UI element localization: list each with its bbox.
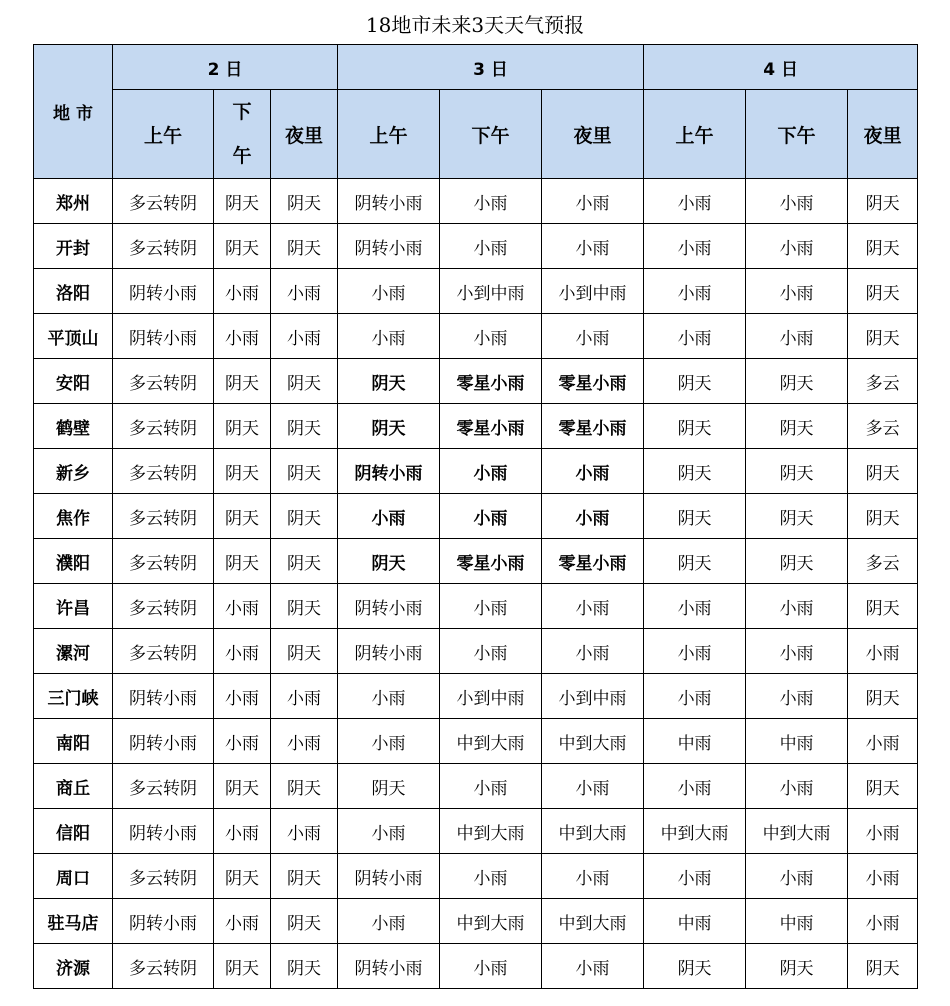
- table-row: [34, 539, 918, 584]
- forecast-cell: 阴天: [746, 359, 848, 404]
- forecast-cell: 多云转阴: [113, 539, 214, 584]
- period-header: 下午: [440, 90, 542, 179]
- forecast-cell: 小雨: [440, 944, 542, 989]
- forecast-cell: 小雨: [542, 584, 644, 629]
- forecast-cell: 中雨: [746, 899, 848, 944]
- forecast-cell: 多云转阴: [113, 224, 214, 269]
- city-name-cell: 济源: [34, 944, 113, 989]
- forecast-cell: 小雨: [214, 899, 271, 944]
- forecast-cell: 零星小雨: [440, 404, 542, 449]
- table-row: [34, 449, 918, 494]
- city-name-cell: 平顶山: [34, 314, 113, 359]
- forecast-cell: 小雨: [542, 224, 644, 269]
- day-header-3: 3 日: [338, 45, 644, 90]
- forecast-cell: 小雨: [848, 899, 918, 944]
- forecast-cell: 小雨: [746, 629, 848, 674]
- forecast-cell: 小雨: [440, 584, 542, 629]
- page-title: 18地市未来3天天气预报: [365, 13, 585, 37]
- forecast-cell: 小雨: [440, 629, 542, 674]
- forecast-cell: 小雨: [338, 494, 440, 539]
- forecast-cell: 阴天: [644, 449, 746, 494]
- table-row: [34, 764, 918, 809]
- city-name-cell: 焦作: [34, 494, 113, 539]
- city-name-cell: 漯河: [34, 629, 113, 674]
- forecast-cell: 阴转小雨: [338, 854, 440, 899]
- forecast-cell: 小雨: [746, 854, 848, 899]
- forecast-table: [33, 44, 918, 989]
- city-name-cell: 驻马店: [34, 899, 113, 944]
- table-row: [34, 944, 918, 989]
- city-name-cell: 周口: [34, 854, 113, 899]
- forecast-cell: 中到大雨: [542, 719, 644, 764]
- forecast-cell: 零星小雨: [440, 539, 542, 584]
- period-header: 夜里: [542, 90, 644, 179]
- forecast-cell: 小到中雨: [542, 269, 644, 314]
- forecast-cell: 小雨: [542, 854, 644, 899]
- forecast-cell: 阴转小雨: [338, 629, 440, 674]
- forecast-cell: 阴天: [214, 539, 271, 584]
- forecast-cell: 阴天: [746, 449, 848, 494]
- period-header: 夜里: [848, 90, 918, 179]
- forecast-cell: 阴天: [746, 539, 848, 584]
- period-header: 夜里: [271, 90, 338, 179]
- forecast-cell: 阴天: [848, 449, 918, 494]
- forecast-cell: 小雨: [746, 224, 848, 269]
- table-row: [34, 494, 918, 539]
- forecast-cell: 阴天: [644, 944, 746, 989]
- forecast-cell: 小雨: [644, 269, 746, 314]
- forecast-cell: 小雨: [542, 494, 644, 539]
- forecast-cell: 阴天: [271, 539, 338, 584]
- forecast-cell: 阴转小雨: [113, 719, 214, 764]
- forecast-cell: 小雨: [644, 629, 746, 674]
- forecast-cell: 阴天: [848, 584, 918, 629]
- forecast-cell: 阴天: [214, 404, 271, 449]
- forecast-cell: 小雨: [338, 674, 440, 719]
- city-name-cell: 新乡: [34, 449, 113, 494]
- forecast-cell: 阴天: [271, 854, 338, 899]
- forecast-cell: 小雨: [746, 674, 848, 719]
- forecast-cell: 阴天: [214, 224, 271, 269]
- forecast-cell: 小雨: [440, 314, 542, 359]
- forecast-cell: 阴天: [848, 494, 918, 539]
- forecast-cell: 阴天: [214, 494, 271, 539]
- forecast-cell: 小雨: [338, 269, 440, 314]
- forecast-cell: 阴天: [338, 764, 440, 809]
- forecast-cell: 多云: [848, 404, 918, 449]
- forecast-cell: 中雨: [746, 719, 848, 764]
- period-header-char: 午: [232, 145, 252, 167]
- forecast-cell: 多云转阴: [113, 629, 214, 674]
- forecast-cell: 小雨: [440, 179, 542, 224]
- forecast-cell: 阴天: [271, 899, 338, 944]
- forecast-cell: 多云转阴: [113, 854, 214, 899]
- forecast-cell: 阴天: [271, 359, 338, 404]
- forecast-cell: 小雨: [338, 899, 440, 944]
- forecast-cell: 阴天: [338, 539, 440, 584]
- forecast-cell: 小雨: [644, 584, 746, 629]
- table-row: [34, 854, 918, 899]
- forecast-cell: 小到中雨: [440, 674, 542, 719]
- forecast-cell: 阴转小雨: [338, 179, 440, 224]
- forecast-cell: 阴天: [271, 179, 338, 224]
- forecast-cell: 中到大雨: [440, 719, 542, 764]
- forecast-cell: 阴天: [271, 584, 338, 629]
- forecast-cell: 小雨: [848, 809, 918, 854]
- city-name-cell: 信阳: [34, 809, 113, 854]
- forecast-cell: 阴天: [746, 404, 848, 449]
- table-row: [34, 224, 918, 269]
- table-row: [34, 809, 918, 854]
- forecast-cell: 小雨: [848, 854, 918, 899]
- forecast-cell: 小雨: [214, 584, 271, 629]
- forecast-cell: 阴天: [644, 494, 746, 539]
- forecast-cell: 中到大雨: [542, 899, 644, 944]
- city-name-cell: 洛阳: [34, 269, 113, 314]
- forecast-cell: 小雨: [214, 809, 271, 854]
- forecast-cell: 小雨: [542, 764, 644, 809]
- period-header: [214, 90, 271, 179]
- forecast-cell: 小雨: [542, 629, 644, 674]
- forecast-cell: 小雨: [848, 719, 918, 764]
- forecast-body: [34, 179, 918, 989]
- forecast-cell: 阴转小雨: [113, 269, 214, 314]
- forecast-cell: 小雨: [271, 269, 338, 314]
- city-name-cell: 安阳: [34, 359, 113, 404]
- forecast-cell: 小雨: [271, 809, 338, 854]
- forecast-cell: 小雨: [214, 629, 271, 674]
- forecast-cell: 小雨: [214, 674, 271, 719]
- forecast-cell: 阴天: [214, 854, 271, 899]
- forecast-cell: 零星小雨: [542, 404, 644, 449]
- forecast-cell: 小雨: [644, 764, 746, 809]
- city-name-cell: 商丘: [34, 764, 113, 809]
- city-name-cell: 郑州: [34, 179, 113, 224]
- forecast-cell: 阴天: [746, 944, 848, 989]
- forecast-cell: 阴转小雨: [113, 899, 214, 944]
- forecast-cell: 小雨: [338, 719, 440, 764]
- city-column-header: 地 市: [34, 45, 113, 179]
- forecast-cell: 小雨: [440, 764, 542, 809]
- forecast-cell: 小到中雨: [542, 674, 644, 719]
- day-header-4: 4 日: [644, 45, 918, 90]
- forecast-cell: 多云转阴: [113, 404, 214, 449]
- forecast-cell: 多云: [848, 539, 918, 584]
- forecast-cell: 小雨: [848, 629, 918, 674]
- table-row: [34, 359, 918, 404]
- city-name-cell: 濮阳: [34, 539, 113, 584]
- forecast-cell: 小雨: [271, 314, 338, 359]
- forecast-cell: 小雨: [271, 674, 338, 719]
- forecast-cell: 阴天: [848, 314, 918, 359]
- forecast-cell: 小雨: [338, 809, 440, 854]
- forecast-cell: 小雨: [746, 269, 848, 314]
- forecast-cell: 阴天: [338, 359, 440, 404]
- forecast-cell: 阴转小雨: [338, 449, 440, 494]
- table-row: [34, 899, 918, 944]
- forecast-cell: 多云转阴: [113, 584, 214, 629]
- table-row: [34, 404, 918, 449]
- forecast-cell: 多云转阴: [113, 944, 214, 989]
- forecast-cell: 小雨: [644, 854, 746, 899]
- forecast-cell: 阴天: [271, 764, 338, 809]
- forecast-cell: 小雨: [746, 179, 848, 224]
- forecast-cell: 阴天: [271, 404, 338, 449]
- forecast-cell: 阴转小雨: [113, 674, 214, 719]
- forecast-cell: 零星小雨: [440, 359, 542, 404]
- forecast-cell: 阴天: [214, 449, 271, 494]
- forecast-cell: 阴天: [848, 944, 918, 989]
- forecast-cell: 阴天: [338, 404, 440, 449]
- forecast-cell: 小雨: [271, 719, 338, 764]
- forecast-cell: 阴天: [644, 539, 746, 584]
- table-row: [34, 314, 918, 359]
- forecast-cell: 阴天: [644, 359, 746, 404]
- forecast-cell: 多云: [848, 359, 918, 404]
- city-name-cell: 三门峡: [34, 674, 113, 719]
- table-row: [34, 674, 918, 719]
- forecast-cell: 中到大雨: [440, 809, 542, 854]
- forecast-cell: 多云转阴: [113, 179, 214, 224]
- forecast-cell: 小雨: [542, 944, 644, 989]
- forecast-cell: 阴天: [271, 449, 338, 494]
- forecast-cell: 阴天: [271, 944, 338, 989]
- forecast-cell: 多云转阴: [113, 494, 214, 539]
- day-header-2: 2 日: [113, 45, 338, 90]
- forecast-cell: 阴天: [644, 404, 746, 449]
- table-row: [34, 629, 918, 674]
- forecast-cell: 小雨: [644, 224, 746, 269]
- forecast-cell: 阴天: [214, 944, 271, 989]
- forecast-cell: 小雨: [542, 449, 644, 494]
- forecast-cell: 阴天: [848, 674, 918, 719]
- forecast-cell: 小雨: [746, 764, 848, 809]
- city-name-cell: 鹤壁: [34, 404, 113, 449]
- forecast-cell: 小雨: [440, 449, 542, 494]
- city-name-cell: 南阳: [34, 719, 113, 764]
- forecast-cell: 小雨: [214, 314, 271, 359]
- forecast-cell: 阴天: [848, 224, 918, 269]
- forecast-cell: 多云转阴: [113, 764, 214, 809]
- forecast-cell: 多云转阴: [113, 449, 214, 494]
- forecast-cell: 小雨: [440, 854, 542, 899]
- forecast-cell: 小雨: [214, 269, 271, 314]
- forecast-cell: 小雨: [644, 179, 746, 224]
- forecast-cell: 阴天: [848, 764, 918, 809]
- forecast-cell: 阴天: [848, 269, 918, 314]
- forecast-cell: 中到大雨: [542, 809, 644, 854]
- table-row: [34, 179, 918, 224]
- forecast-cell: 阴天: [214, 359, 271, 404]
- forecast-cell: 小雨: [542, 314, 644, 359]
- forecast-cell: 小雨: [644, 314, 746, 359]
- forecast-cell: 小到中雨: [440, 269, 542, 314]
- forecast-cell: 小雨: [440, 494, 542, 539]
- forecast-cell: 小雨: [746, 314, 848, 359]
- forecast-cell: 中雨: [644, 719, 746, 764]
- forecast-cell: 小雨: [746, 584, 848, 629]
- forecast-cell: 中到大雨: [644, 809, 746, 854]
- forecast-cell: 小雨: [214, 719, 271, 764]
- period-header: 下午: [746, 90, 848, 179]
- forecast-cell: 阴转小雨: [338, 224, 440, 269]
- period-header: 上午: [113, 90, 214, 179]
- forecast-cell: 阴转小雨: [338, 944, 440, 989]
- period-header: 上午: [338, 90, 440, 179]
- forecast-cell: 零星小雨: [542, 359, 644, 404]
- forecast-cell: 阴转小雨: [113, 809, 214, 854]
- period-header-char: 下: [232, 101, 252, 123]
- forecast-cell: 中到大雨: [746, 809, 848, 854]
- period-header: 上午: [644, 90, 746, 179]
- forecast-cell: 小雨: [338, 314, 440, 359]
- forecast-cell: 阴转小雨: [113, 314, 214, 359]
- forecast-cell: 小雨: [644, 674, 746, 719]
- table-row: [34, 584, 918, 629]
- city-name-cell: 开封: [34, 224, 113, 269]
- forecast-cell: 阴天: [271, 224, 338, 269]
- forecast-cell: 中雨: [644, 899, 746, 944]
- forecast-cell: 阴天: [214, 764, 271, 809]
- forecast-cell: 阴天: [848, 179, 918, 224]
- forecast-cell: 小雨: [440, 224, 542, 269]
- forecast-cell: 多云转阴: [113, 359, 214, 404]
- city-name-cell: 许昌: [34, 584, 113, 629]
- forecast-cell: 阴天: [271, 494, 338, 539]
- table-row: [34, 719, 918, 764]
- forecast-cell: 零星小雨: [542, 539, 644, 584]
- forecast-cell: 阴天: [214, 179, 271, 224]
- forecast-cell: 阴天: [746, 494, 848, 539]
- forecast-cell: 阴天: [271, 629, 338, 674]
- forecast-cell: 小雨: [542, 179, 644, 224]
- table-row: [34, 269, 918, 314]
- forecast-cell: 中到大雨: [440, 899, 542, 944]
- forecast-cell: 阴转小雨: [338, 584, 440, 629]
